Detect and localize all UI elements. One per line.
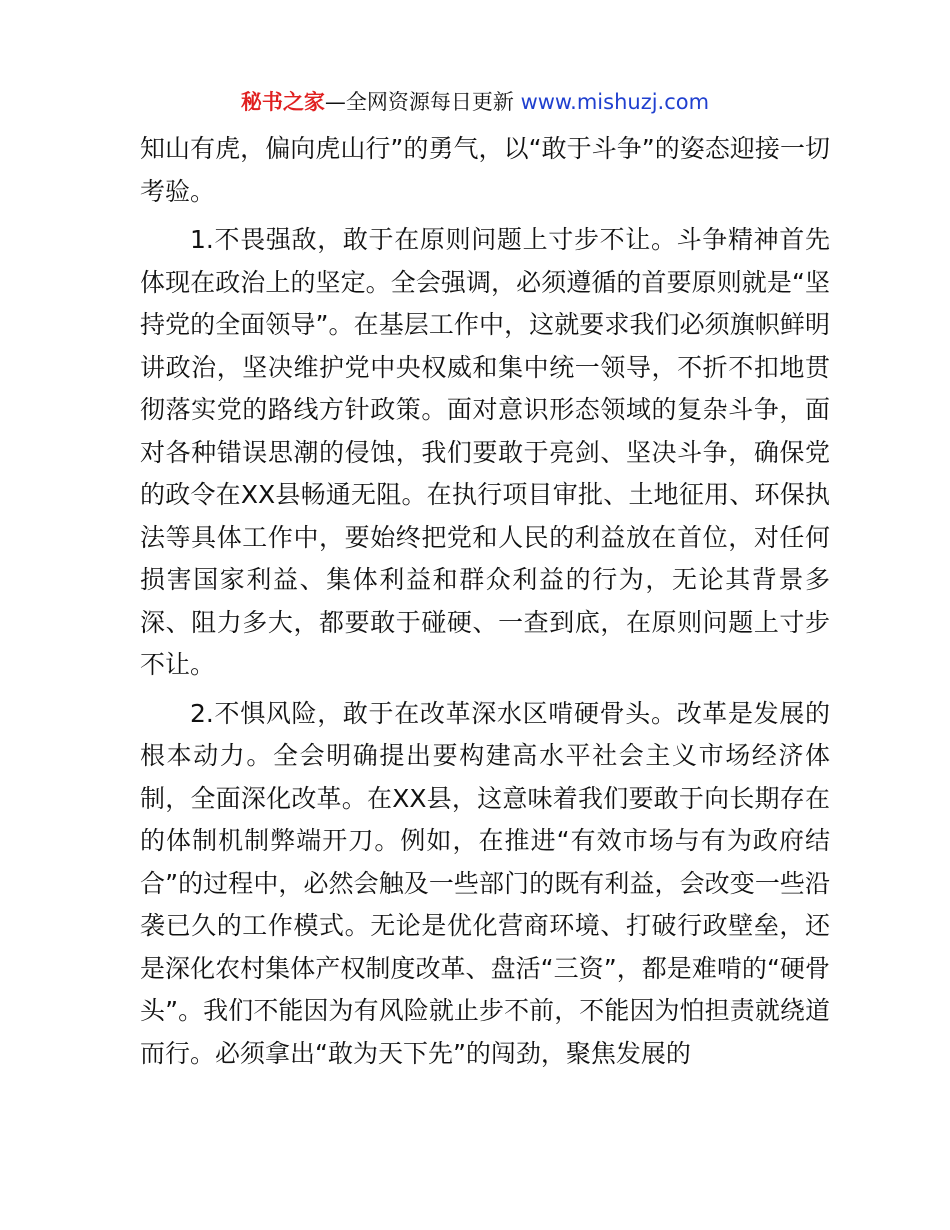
paragraph-continuation: 知山有虎，偏向虎山行”的勇气，以“敢于斗争”的姿态迎接一切考验。 [140,134,830,206]
site-url-link[interactable]: www.mishuzj.com [520,90,710,114]
site-tagline: —全网资源每日更新 [324,90,521,114]
site-header [0,86,950,118]
paragraph-point-2: 2.不惧风险，敢于在改革深水区啃硬骨头。改革是发展的根本动力。全会明确提出要构建高水平社会主义市场经济体制，全面深化改革。在XX县，这意味着我们要敢于向长期存在的体制机制弊端开刀。例如，在推进“有效市场与有为政府结合”的过程中，必然会触及一些部门的既有利益，会改变一些沿袭已久的工作模式。无论是优化营商环境、打破行政壁垒，还是深化农村集体产权制度改革、盘活“三资”，都是难啃的“硬骨头”。我们不能因为有风险就止步不前，不能因为怕担责就绕道而行。必须拿出“敢为天下先”的闯劲，聚焦发展的 [140,698,830,1068]
document-body [140,128,830,1075]
paragraph-point-1: 1.不畏强敌，敢于在原则问题上寸步不让。斗争精神首先体现在政治上的坚定。全会强调，必须遵循的首要原则就是“坚持党的全面领导”。在基层工作中，这就要求我们必须旗帜鲜明讲政治，坚决维护党中央权威和集中统一领导，不折不扣地贯彻落实党的路线方针政策。面对意识形态领域的复杂斗争，面对各种错误思潮的侵蚀，我们要敢于亮剑、坚决斗争，确保党的政令在XX县畅通无阻。在执行项目审批、土地征用、环保执法等具体工作中，要始终把党和人民的利益放在首位，对任何损害国家利益、集体利益和群众利益的行为，无论其背景多深、阻力多大，都要敢于碰硬、一查到底，在原则问题上寸步不让。 [140,225,830,679]
site-brand: 秘书之家 [240,90,325,114]
